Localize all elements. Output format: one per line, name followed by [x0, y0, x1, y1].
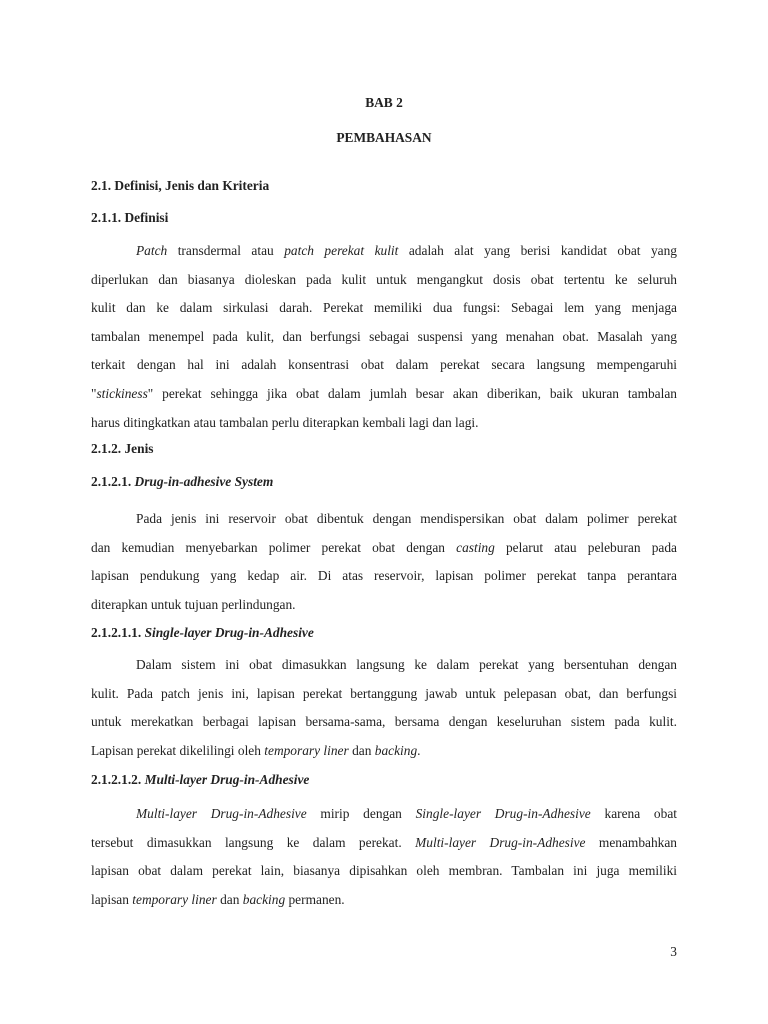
paragraph-line — [91, 680, 677, 709]
text-run: diperlukan dan biasanya dioleskan pada kulit untuk mengangkut dosis obat tertentu ke seluruh — [91, 271, 677, 287]
italic-term: casting — [456, 539, 495, 555]
text-run: " perekat sehingga jika obat dalam jumlah besar akan diberikan, baik ukuran tambalan — [147, 385, 677, 401]
paragraph-drug-in-adhesive — [91, 505, 677, 619]
section-heading-2-1-2-1-2 — [91, 772, 309, 788]
italic-term: Patch — [136, 243, 168, 258]
italic-term: Single-layer Drug-in-Adhesive — [415, 806, 591, 821]
text-run: lapisan pendukung yang kedap air. Di atas reservoir, lapisan polimer perekat tanpa perantara — [91, 568, 677, 584]
text-run: untuk merekatkan berbagai lapisan bersama-sama, bersama dengan keseluruhan sistem pada kulit. — [91, 714, 677, 730]
text-run: kulit dan ke dalam sirkulasi darah. Perekat memiliki dua fungsi: Sebagai lem yang menjaga — [91, 300, 677, 316]
text-run: Pada jenis ini reservoir obat dibentuk dengan mendispersikan obat dalam polimer perekat — [136, 511, 677, 526]
paragraph-line — [91, 857, 677, 886]
italic-term: patch perekat kulit — [284, 243, 399, 258]
text-run: dan kemudian menyebarkan polimer perekat obat dengan — [91, 539, 457, 555]
text-run: permanen. — [285, 891, 345, 907]
text-run: pelarut atau peleburan pada — [494, 539, 677, 555]
paragraph-definisi — [91, 237, 677, 437]
section-heading-2-1-2-1-1 — [91, 625, 314, 641]
paragraph-line — [91, 737, 677, 766]
text-run: adalah alat yang berisi kandidat obat yang — [398, 243, 677, 258]
section-heading-2-1-1: 2.1.1. Definisi — [91, 210, 169, 225]
section-heading-2-1: 2.1. Definisi, Jenis dan Kriteria — [91, 178, 270, 193]
text-run: tambalan menempel pada kulit, dan berfungsi sebagai suspensi yang menahan obat. Masalah yang — [91, 328, 677, 344]
text-run: diterapkan untuk tujuan perlindungan. — [91, 596, 296, 612]
italic-term: backing — [242, 891, 286, 907]
paragraph-line — [91, 651, 677, 680]
italic-term: temporary liner — [132, 891, 217, 907]
heading-number: 2.1.2.1.1. — [91, 625, 145, 640]
paragraph-line — [91, 351, 677, 380]
page-number: 3 — [670, 944, 677, 959]
paragraph-line — [91, 534, 677, 563]
paragraph-line — [91, 237, 677, 266]
text-run: Lapisan perekat dikelilingi oleh — [91, 742, 265, 758]
heading-title: Multi-layer Drug-in-Adhesive — [144, 772, 310, 787]
heading-title: Single-layer Drug-in-Adhesive — [144, 625, 314, 640]
text-run: menambahkan — [585, 834, 677, 850]
paragraph-single-layer — [91, 651, 677, 765]
paragraph-line — [91, 591, 677, 620]
section-heading-2-1-2: 2.1.2. Jenis — [91, 441, 154, 456]
text-run: harus ditingkatkan atau tambalan perlu diterapkan kembali lagi dan lagi. — [91, 414, 479, 430]
text-run: dan — [348, 742, 375, 758]
paragraph-multi-layer — [91, 800, 677, 914]
document-page — [91, 0, 677, 1024]
paragraph-line — [91, 562, 677, 591]
text-run: Dalam sistem ini obat dimasukkan langsung ke dalam perekat yang bersentuhan dengan — [136, 657, 677, 672]
paragraph-line — [91, 708, 677, 737]
heading-number: 2.1.2.1. — [91, 474, 135, 489]
italic-term: stickiness — [96, 385, 148, 401]
section-heading-2-1-2-1 — [91, 474, 273, 490]
text-run: karena obat — [590, 806, 677, 821]
text-run: . — [417, 742, 421, 758]
heading-title: Drug-in-adhesive System — [134, 474, 274, 489]
text-run: tersebut dimasukkan langsung ke dalam perekat. — [91, 834, 416, 850]
paragraph-line — [91, 800, 677, 829]
text-run: mirip dengan — [306, 806, 416, 821]
paragraph-line — [91, 323, 677, 352]
text-run: transdermal atau — [167, 243, 285, 258]
italic-term: Multi-layer Drug-in-Adhesive — [136, 806, 307, 821]
italic-term: backing — [374, 742, 418, 758]
italic-term: Multi-layer Drug-in-Adhesive — [415, 834, 586, 850]
text-run: " — [91, 385, 97, 401]
paragraph-line — [91, 266, 677, 295]
paragraph-line — [91, 829, 677, 858]
paragraph-line — [91, 886, 677, 915]
paragraph-line — [91, 380, 677, 409]
text-run: dan — [216, 891, 243, 907]
chapter-number: BAB 2 — [365, 95, 403, 110]
text-run: terkait dengan hal ini adalah konsentrasi obat dalam perekat secara langsung mempengaruhi — [91, 357, 677, 373]
text-run: lapisan — [91, 891, 133, 907]
italic-term: temporary liner — [264, 742, 349, 758]
heading-number: 2.1.2.1.2. — [91, 772, 145, 787]
chapter-title: PEMBAHASAN — [336, 130, 432, 145]
text-run: lapisan obat dalam perekat lain, biasanya dipisahkan oleh membran. Tambalan ini juga memiliki — [91, 863, 677, 879]
paragraph-line — [91, 294, 677, 323]
paragraph-line — [91, 409, 677, 438]
paragraph-line — [91, 505, 677, 534]
text-run: kulit. Pada patch jenis ini, lapisan perekat bertanggung jawab untuk pelepasan obat, dan berfungsi — [91, 685, 677, 701]
